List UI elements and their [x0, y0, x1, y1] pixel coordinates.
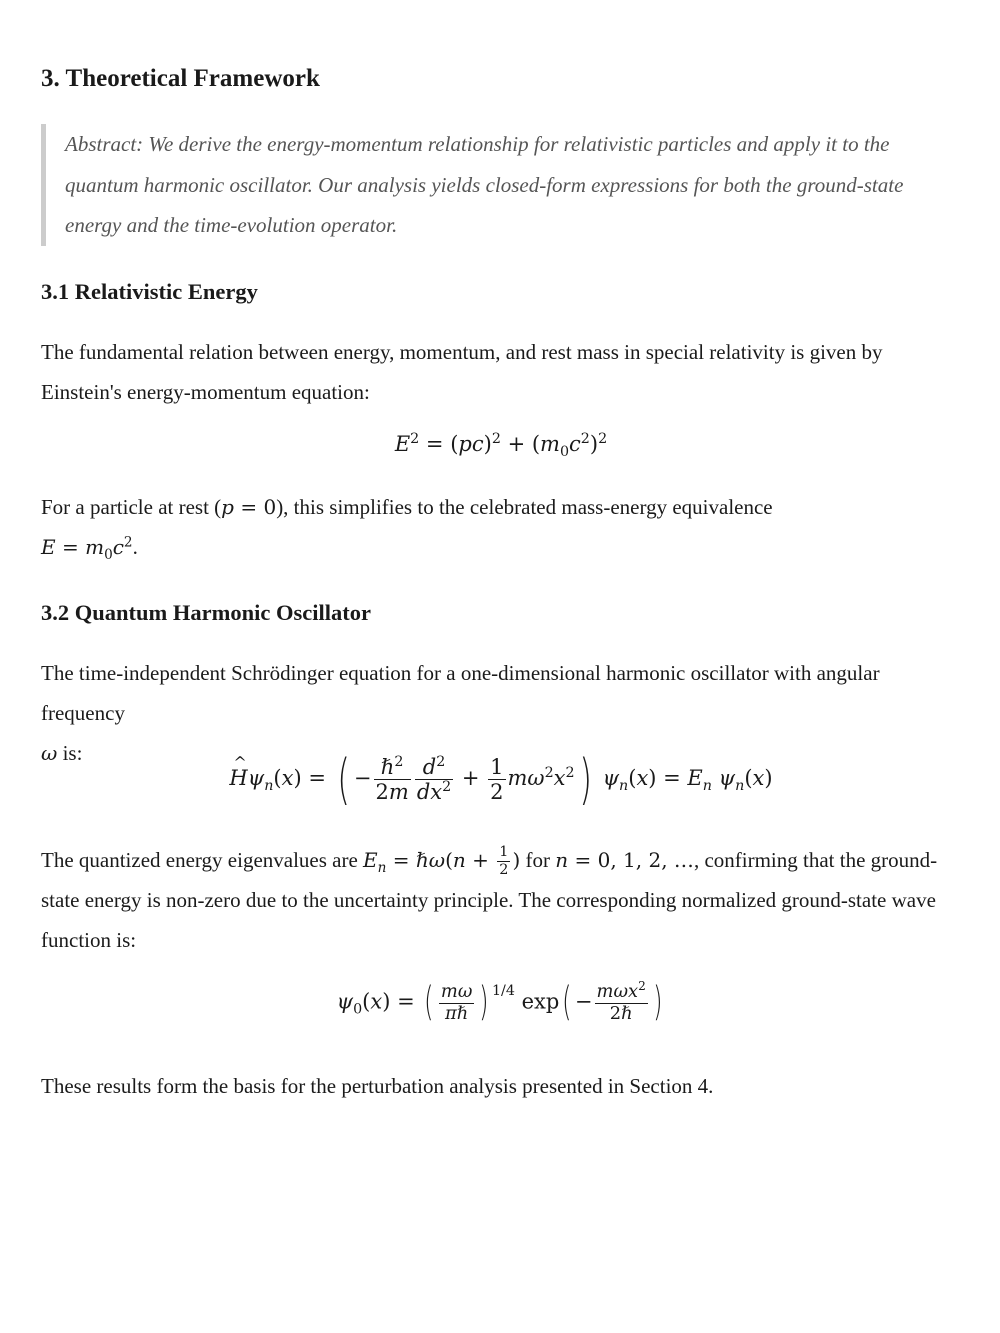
eigenvalues-for-text: for: [520, 848, 556, 872]
inline-math-omega: ω: [41, 741, 58, 765]
subsection-title-relativistic-energy: 3.1 Relativistic Energy: [41, 279, 258, 304]
equation-energy-momentum: $E^2 = (pc)^2 + (m_0c^2)^2$: [394, 431, 608, 461]
inline-math-p-zero: p = 0: [221, 495, 277, 519]
paragraph-rest-mass: [41, 487, 961, 567]
abstract-block: Abstract: We derive the energy-momentum relationship for relativistic particles and apply it to the quantum harmonic oscillator. Our analysis yields closed-form expressions for both the ground-state energy and the time-evolution operator.: [41, 124, 961, 246]
rest-prefix-text: For a particle at rest (: [41, 495, 222, 519]
section-title: 3. Theoretical Framework: [41, 65, 320, 92]
eigenvalues-prefix-text: The quantized energy eigenvalues are: [41, 848, 364, 872]
paragraph-eigenvalues: [41, 840, 961, 960]
paragraph-closing: These results form the basis for the perturbation analysis presented in Section 4.: [41, 1074, 714, 1098]
schrodinger-intro-suffix: is:: [57, 741, 83, 765]
rest-end-text: .: [132, 535, 138, 559]
inline-math-energy-eigenvalue: $E_n$ = ℏω(n + $\frac{1}{2}$ ): [363, 844, 521, 878]
rest-mid-text: ), this simplifies to the celebrated mass-energy equivalence: [276, 495, 773, 519]
subsection-title-harmonic-oscillator: 3.2 Quantum Harmonic Oscillator: [41, 600, 371, 625]
inline-math-rest-energy: $E = m_0c^2$: [41, 534, 133, 563]
equation-schrodinger: ^ $H\psi_n(x)$ = ( − $\frac{\hbar^2}{2m}$ $\frac{d^2}{dx^2}$ + $\frac{1}{2}$ $m\omega^2x^2$) $\psi_n(x) = E_n$ $\psi_n(x)$: [41, 752, 961, 807]
schrodinger-intro-text: The time-independent Schrödinger equation for a one-dimensional harmonic oscillator with angular frequency: [41, 661, 880, 725]
inline-math-n-values: n = 0, 1, 2, …: [555, 848, 694, 872]
equation-ground-state-wavefunction: $\psi_0(x)$ = ( $\frac{m\omega}{\text{πℏ}}$ ) $^{1/4}$ exp( − $\frac{m\omega x^2}{\text{2ℏ}}$ ): [336, 979, 663, 1026]
paragraph-relativistic-intro: The fundamental relation between energy, momentum, and rest mass in special relativity is given by Einstein's energy-momentum equation:: [41, 340, 883, 404]
eigenvalues-suffix-text: , confirming that the ground-state energy is non-zero due to the uncertainty principle. The corresponding normalized ground-state wave function is:: [41, 848, 938, 952]
